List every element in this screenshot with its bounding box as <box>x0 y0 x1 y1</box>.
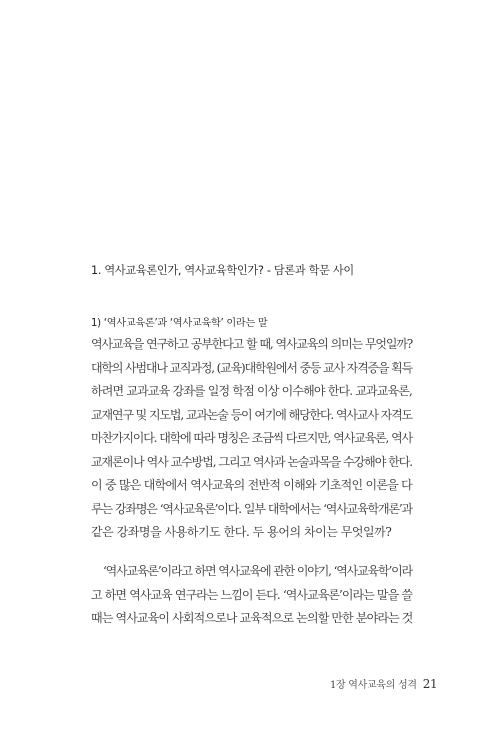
page-number: 21 <box>422 677 438 691</box>
body-paragraph-1 <box>91 333 412 545</box>
body-paragraph-2 <box>91 560 412 631</box>
section-heading: 1. 역사교육론인가, 역사교육학인가? - 담론과 학문 사이 <box>91 264 354 277</box>
paragraph-line: 역사교육을 연구하고 공부한다고 할 때, 역사교육의 의미는 무엇일까? <box>91 337 412 351</box>
paragraph-line: ‘역사교육론’이라고 하면 역사교육에 관한 이야기, ‘역사교육학’이라 <box>103 564 412 578</box>
paragraph-line: 이 중 많은 대학에서 역사교육의 전반적 이해와 기초적인 이론을 다 <box>91 478 412 492</box>
paragraph-line: 때는 역사교육이 사회적으로나 교육적으로 논의할 만한 분야라는 것 <box>91 611 413 625</box>
paragraph-line: 하려면 교과교육 강좌를 일정 학점 이상 이수해야 한다. 교과교육론, <box>91 384 412 398</box>
paragraph-line: 교재론이나 역사 교수방법, 그리고 역사과 논술과목을 수강해야 한다. <box>91 454 412 469</box>
paragraph-line: 교재연구 및 지도법, 교과논술 등이 여기에 해당한다. 역사교사 자격도 <box>91 407 412 422</box>
running-chapter-title: 1장 역사교육의 성격 <box>330 680 417 691</box>
paragraph-line: 루는 강좌명은 ‘역사교육론’이다. 일부 대학에서는 ‘역사교육학개론’과 <box>91 501 412 516</box>
paragraph-line: 고 하면 역사교육 연구라는 느낌이 든다. ‘역사교육론’이라는 말을 쓸 <box>91 587 412 602</box>
subsection-heading: 1) ‘역사교육론’과 ‘역사교육학’ 이라는 말 <box>91 318 268 329</box>
paragraph-line: 대학의 사범대나 교직과정, (교육)대학원에서 중등 교사 자격증을 획득 <box>91 360 412 375</box>
paragraph-line: 같은 강좌명을 사용하기도 한다. 두 용어의 차이는 무엇일까? <box>91 525 392 539</box>
page-footer <box>330 676 437 691</box>
paragraph-line: 마찬가지이다. 대학에 따라 명칭은 조금씩 다르지만, 역사교육론, 역사 <box>91 431 412 445</box>
